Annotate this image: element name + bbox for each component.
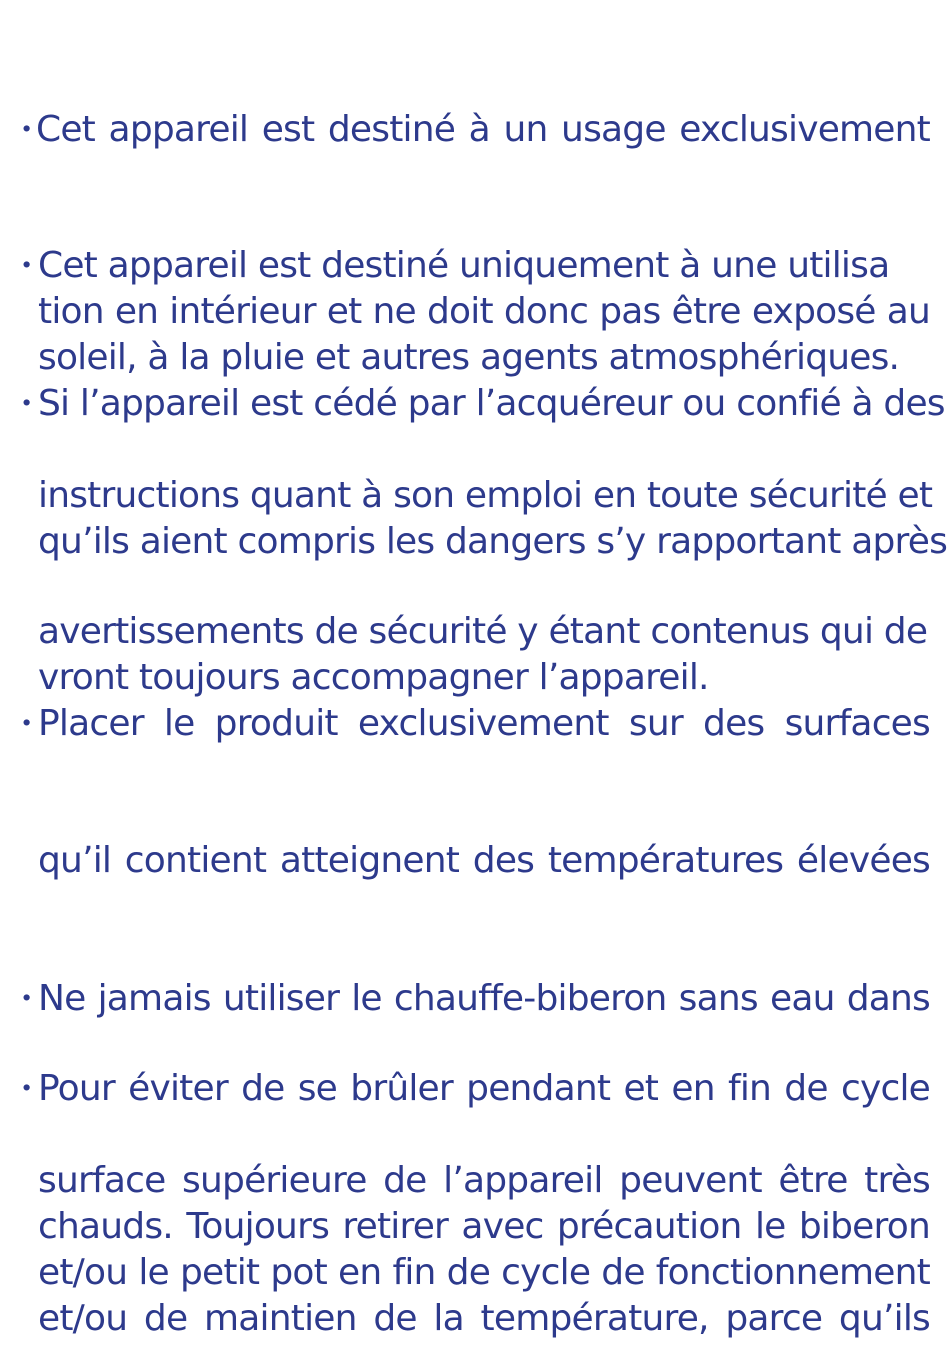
text-line: chauds. Toujours retirer avec précaution le biberon xyxy=(38,1206,930,1247)
text-line: avertissements de sécurité y étant contenus qui de xyxy=(38,611,928,652)
text-line: vront toujours accompagner l’appareil. xyxy=(38,657,709,698)
text-line: Si l’appareil est cédé par l’acquéreur ou confié à des xyxy=(38,383,945,424)
text-line: qu’ils aient compris les dangers s’y rapportant après xyxy=(38,521,948,562)
text-line: et/ou de maintien de la température, parce qu’ils xyxy=(38,1298,930,1339)
text-line: tion en intérieur et ne doit donc pas être exposé au xyxy=(38,291,930,332)
bullet-3 xyxy=(16,381,28,427)
bullet-2 xyxy=(16,243,28,289)
text-line: Pour éviter de se brûler pendant et en fin de cycle xyxy=(38,1068,930,1109)
text-line: Cet appareil est destiné à un usage exclusivement xyxy=(36,109,930,150)
text-line: surface supérieure de l’appareil peuvent être très xyxy=(38,1160,930,1201)
bullet-5 xyxy=(16,976,28,1022)
text-line: Placer le produit exclusivement sur des surfaces xyxy=(38,703,930,744)
text-line: qu’il contient atteignent des températures élevées xyxy=(38,840,930,881)
bullet-4 xyxy=(16,701,28,747)
text-line: soleil, à la pluie et autres agents atmosphériques. xyxy=(38,337,900,378)
text-line: Cet appareil est destiné uniquement à une utilisa xyxy=(38,245,890,286)
text-line: Ne jamais utiliser le chauffe-biberon sans eau dans xyxy=(38,978,930,1019)
text-line: et/ou le petit pot en fin de cycle de fonctionnement xyxy=(38,1252,930,1293)
bullet-6 xyxy=(16,1066,28,1112)
bullet-1 xyxy=(16,107,28,153)
text-line: instructions quant à son emploi en toute sécurité et xyxy=(38,475,933,516)
